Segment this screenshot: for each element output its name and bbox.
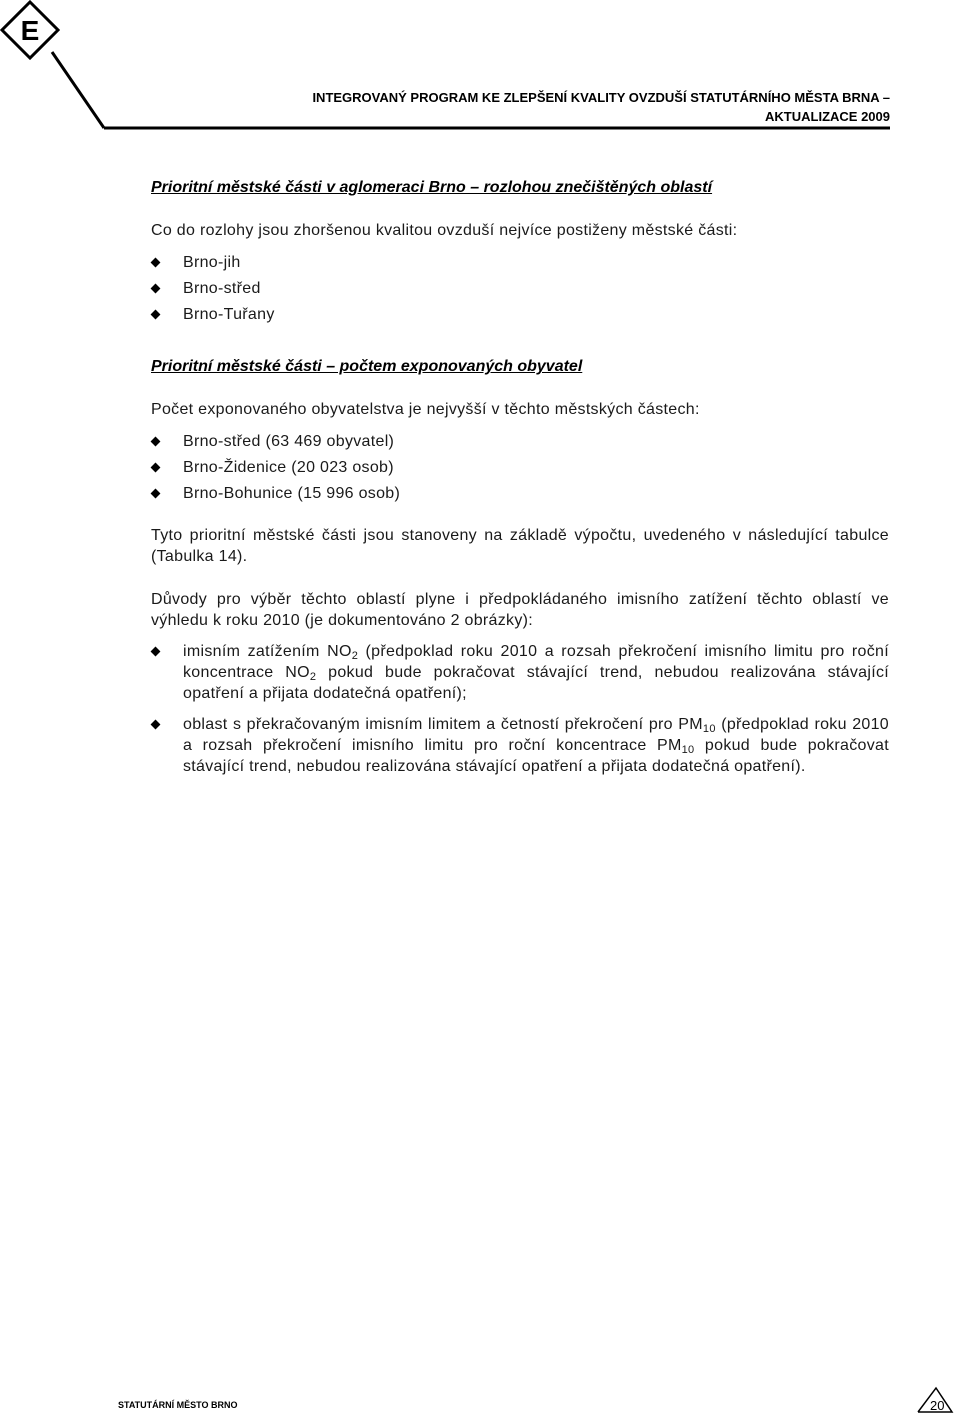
list-item: Brno-střed (63 469 obyvatel) bbox=[151, 429, 889, 455]
list-item: Brno-Bohunice (15 996 osob) bbox=[151, 481, 889, 507]
diamond-bullet-icon bbox=[151, 489, 161, 499]
table-reference-paragraph: Tyto prioritní městské části jsou stanoveny na základě výpočtu, uvedeného v následující tabulce (Tabulka 14). bbox=[151, 527, 889, 565]
list-item: imisním zatížením $NO_2$ (předpoklad roku 2010 a rozsah překročení imisního limitu pro roční koncentrace $NO_2$ pokud bude pokračovat stávající trend, nebudou realizována stávající opatření a přijata dodatečná opatření); bbox=[151, 641, 889, 704]
list-item: Brno-Tuřany bbox=[151, 302, 889, 328]
document-header bbox=[312, 88, 890, 126]
diamond-bullet-icon bbox=[151, 720, 161, 730]
section2-intro: Počet exponovaného obyvatelstva je nejvyšší v těchto městských částech: bbox=[151, 401, 700, 418]
diamond-bullet-icon bbox=[151, 647, 161, 657]
section1-heading: Prioritní městské části v aglomeraci Brno – rozlohou znečištěných oblastí bbox=[151, 179, 713, 196]
logo-letter: E bbox=[20, 15, 40, 46]
diamond-bullet-icon bbox=[151, 437, 161, 447]
section2-heading: Prioritní městské části – počtem exponovaných obyvatel bbox=[151, 358, 583, 375]
reasons-list bbox=[151, 641, 889, 777]
section1-intro: Co do rozlohy jsou zhoršenou kvalitou ovzduší nejvíce postiženy městské části: bbox=[151, 222, 738, 239]
diamond-bullet-icon bbox=[151, 310, 161, 320]
header-line1: INTEGROVANÝ PROGRAM KE ZLEPŠENÍ KVALITY OVZDUŠÍ STATUTÁRNÍHO MĚSTA BRNA – bbox=[312, 90, 890, 105]
main-content bbox=[151, 177, 889, 787]
diamond-bullet-icon bbox=[151, 258, 161, 268]
diamond-bullet-icon bbox=[151, 284, 161, 294]
section1-list bbox=[151, 250, 889, 328]
header-line2: AKTUALIZACE 2009 bbox=[765, 109, 890, 124]
diamond-bullet-icon bbox=[151, 463, 161, 473]
page-number: 20 bbox=[930, 1398, 945, 1413]
list-item: Brno-střed bbox=[151, 276, 889, 302]
list-item: oblast s překračovaným imisním limitem a četností překročení pro $PM_{10}$ (předpoklad roku 2010 a rozsah překročení imisního limitu pro roční koncentrace $PM_{10}$ pokud bude pokračovat stávající trend, nebudou realizována stávající opatření a přijata dodatečná opatření). bbox=[151, 714, 889, 777]
section2-list bbox=[151, 429, 889, 507]
list-item: Brno-jih bbox=[151, 250, 889, 276]
list-item: Brno-Židenice (20 023 osob) bbox=[151, 455, 889, 481]
reasons-paragraph: Důvody pro výběr těchto oblastí plyne i předpokládaného imisního zatížení těchto oblastí ve výhledu k roku 2010 (je dokumentováno 2 obrázky): bbox=[151, 591, 889, 629]
footer-org: STATUTÁRNÍ MĚSTO BRNO bbox=[118, 1400, 238, 1410]
